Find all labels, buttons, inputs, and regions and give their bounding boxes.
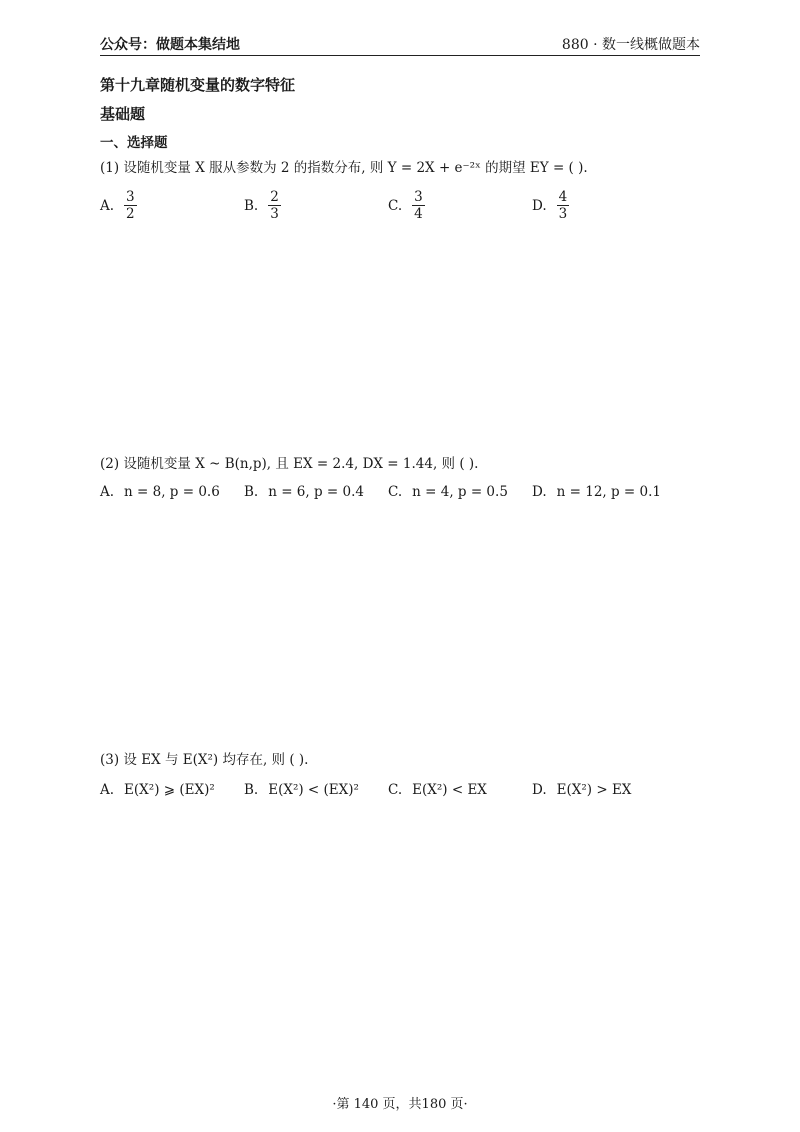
chapter-title: 第十九章随机变量的数字特征 [100,76,296,94]
section-title: 基础题 [100,105,146,123]
fraction-numerator: 3 [126,189,135,205]
option-c [388,190,425,221]
option-label: A. [100,484,115,500]
option-label: A. [100,782,115,798]
fraction-denominator: 3 [270,206,279,223]
option-label: D. [532,197,547,214]
option-d [532,782,631,798]
option-label: D. [532,782,547,798]
option-row [100,782,700,802]
option-label: B. [244,484,259,500]
option-d [532,484,661,500]
header-right-text: 880 · 数一线概做题本 [561,37,700,53]
question-3 [100,748,700,802]
option-a [100,782,215,798]
fraction-numerator: 2 [270,189,279,205]
fraction [124,190,137,221]
fraction [557,190,570,221]
option-d [532,190,569,221]
option-row [100,190,700,224]
option-a [100,484,220,500]
option-label: D. [532,484,547,500]
option-text: n = 8, p = 0.6 [124,484,220,500]
fraction [268,190,281,221]
option-text: n = 4, p = 0.5 [412,484,508,500]
option-text: n = 6, p = 0.4 [268,484,364,500]
subsection-title: 一、选择题 [100,135,168,151]
fraction-numerator: 3 [414,189,423,205]
question-1 [100,156,700,224]
question-stem: (1) 设随机变量 X 服从参数为 2 的指数分布, 则 Y = 2X + e⁻²ˣ 的期望 EY = ( ). [100,160,588,176]
option-b [244,782,359,798]
option-label: C. [388,782,403,798]
option-text: E(X²) ⩾ (EX)² [124,782,215,798]
option-text: E(X²) < EX [412,782,487,798]
fraction-numerator: 4 [558,189,568,205]
option-label: A. [100,197,115,214]
option-row [100,484,700,504]
header-left-text: 公众号：做题本集结地 [100,37,240,53]
fraction-denominator: 4 [414,206,423,223]
fraction-denominator: 2 [126,206,135,223]
question-stem: (2) 设随机变量 X ~ B(n,p), 且 EX = 2.4, DX = 1.44, 则 ( ). [100,456,479,472]
fraction-denominator: 3 [558,206,568,223]
option-label: B. [244,782,259,798]
option-label: C. [388,197,403,214]
option-label: C. [388,484,403,500]
question-2 [100,452,700,504]
question-stem: (3) 设 EX 与 E(X²) 均存在, 则 ( ). [100,752,309,768]
option-text: E(X²) > EX [556,782,632,798]
option-text: E(X²) < (EX)² [268,782,359,798]
option-text: n = 12, p = 0.1 [556,484,661,500]
page-header [100,34,700,54]
option-c [388,484,508,500]
option-c [388,782,487,798]
option-a [100,190,137,221]
option-label: B. [244,197,259,214]
page-footer: ·第 140 页，共180 页· [332,1097,468,1112]
option-b [244,190,281,221]
option-b [244,484,364,500]
header-divider [100,55,700,56]
fraction [412,190,425,221]
